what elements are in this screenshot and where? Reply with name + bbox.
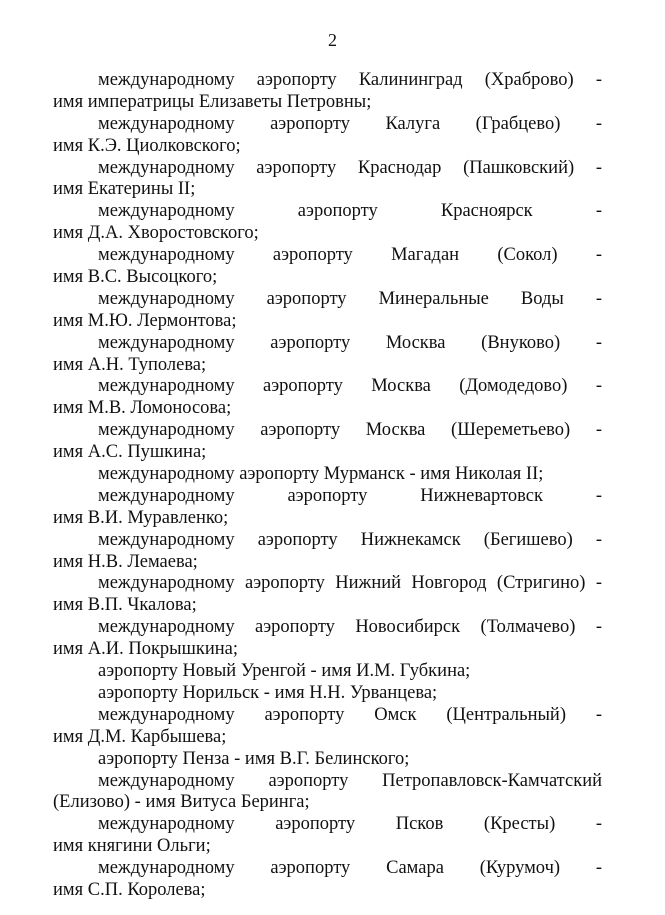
entry-continuation-line: имя Д.М. Карбышева; [53, 726, 227, 747]
entry-continuation-line: имя Екатерины II; [53, 179, 196, 200]
entry-first-line: международному аэропорту Краснодар (Пашковский) - [98, 157, 602, 178]
entry-first-line: международному аэропорту Мурманск - имя Николая II; [98, 464, 544, 485]
airport-entry [53, 814, 602, 858]
airport-entry [53, 573, 602, 617]
airport-entry [53, 245, 602, 289]
airport-entry [53, 617, 602, 661]
airport-entry [53, 464, 602, 486]
airport-entry [53, 858, 602, 902]
entry-continuation-line: имя княгини Ольги; [53, 836, 211, 857]
airport-entry [53, 158, 602, 202]
airport-naming-list [53, 70, 602, 902]
page-number: 2 [328, 30, 337, 50]
airport-entry [53, 333, 602, 377]
entry-continuation-line: имя В.П. Чкалова; [53, 595, 197, 616]
entry-first-line: международному аэропорту Калининград (Храброво) - [98, 70, 602, 90]
entry-continuation-line: имя В.С. Высоцкого; [53, 267, 218, 288]
entry-continuation-line: имя А.И. Покрышкина; [53, 639, 238, 660]
entry-first-line: международному аэропорту Самара (Курумоч) - [98, 858, 602, 879]
entry-first-line: аэропорту Норильск - имя Н.Н. Урванцева; [98, 682, 438, 703]
entry-first-line: международному аэропорту Москва (Шереметьево) - [98, 420, 602, 441]
airport-entry [53, 705, 602, 749]
airport-entry [53, 289, 602, 333]
entry-continuation-line: (Елизово) - имя Витуса Беринга; [53, 792, 310, 813]
airport-entry [53, 486, 602, 530]
entry-first-line: международному аэропорту Минеральные Воды - [98, 288, 602, 309]
entry-first-line: международному аэропорту Нижний Новгород (Стригино) - [98, 573, 602, 594]
entry-continuation-line: имя А.С. Пушкина; [53, 442, 207, 463]
entry-continuation-line: имя К.Э. Циолковского; [53, 135, 241, 156]
entry-continuation-line: имя М.В. Ломоносова; [53, 398, 232, 419]
airport-entry [53, 661, 602, 683]
entry-continuation-line: имя М.Ю. Лермонтова; [53, 310, 237, 331]
entry-first-line: аэропорту Пенза - имя В.Г. Белинского; [98, 748, 410, 769]
entry-first-line: международному аэропорту Красноярск - [98, 201, 602, 222]
airport-entry [53, 376, 602, 420]
entry-first-line: международному аэропорту Нижневартовск - [98, 485, 602, 506]
airport-entry [53, 70, 602, 114]
entry-first-line: международному аэропорту Новосибирск (Толмачево) - [98, 617, 602, 638]
entry-continuation-line: имя С.П. Королева; [53, 879, 206, 900]
entry-first-line: международному аэропорту Нижнекамск (Бегишево) - [98, 529, 602, 550]
entry-continuation-line: имя В.И. Муравленко; [53, 507, 229, 528]
entry-first-line: международному аэропорту Петропавловск-Камчатский [98, 770, 602, 791]
entry-first-line: международному аэропорту Москва (Домодедово) - [98, 376, 602, 397]
airport-entry [53, 114, 602, 158]
airport-entry [53, 530, 602, 574]
entry-first-line: аэропорту Новый Уренгой - имя И.М. Губкина; [98, 661, 471, 682]
entry-continuation-line: имя А.Н. Туполева; [53, 354, 207, 375]
airport-entry [53, 201, 602, 245]
entry-first-line: международному аэропорту Омск (Центральный) - [98, 704, 602, 725]
airport-entry [53, 771, 602, 815]
entry-first-line: международному аэропорту Магадан (Сокол) - [98, 245, 602, 266]
airport-entry [53, 420, 602, 464]
entry-first-line: международному аэропорту Псков (Кресты) - [98, 814, 602, 835]
entry-first-line: международному аэропорту Москва (Внуково) - [98, 332, 602, 353]
entry-continuation-line: имя Н.В. Лемаева; [53, 551, 198, 572]
entry-continuation-line: имя Д.А. Хворостовского; [53, 223, 259, 244]
airport-entry [53, 749, 602, 771]
entry-first-line: международному аэропорту Калуга (Грабцево) - [98, 113, 602, 134]
airport-entry [53, 683, 602, 705]
entry-continuation-line: имя императрицы Елизаветы Петровны; [53, 91, 372, 112]
